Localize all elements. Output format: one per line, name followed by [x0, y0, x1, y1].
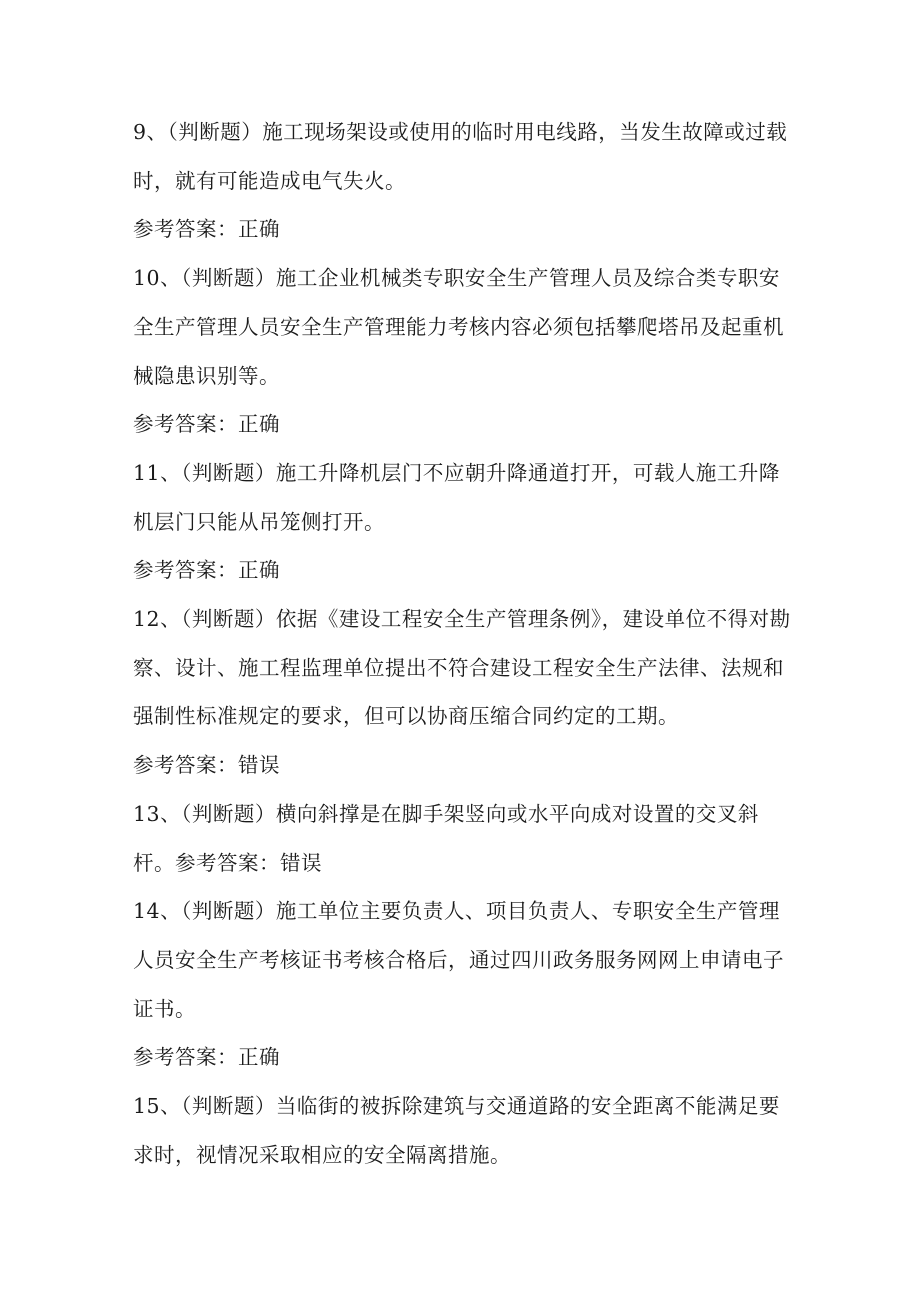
answer-14: 参考答案：正确: [133, 1045, 280, 1070]
answer-11: 参考答案：正确: [133, 558, 280, 583]
question-13-with-answer: 13、（判断题）横向斜撑是在脚手架竖向或水平向成对设置的交叉斜杆。参考答案：错误: [133, 801, 759, 875]
question-14: 14、（判断题）施工单位主要负责人、项目负责人、专职安全生产管理人员安全生产考核证书考核合格后，通过四川政务服务网网上申请电子证书。: [133, 899, 784, 1021]
answer-10: 参考答案：正确: [133, 412, 280, 437]
question-9: 9、（判断题）施工现场架设或使用的临时用电线路，当发生故障或过载时，就有可能造成电气失火。: [133, 120, 788, 193]
question-10: 10、（判断题）施工企业机械类专职安全生产管理人员及综合类专职安全生产管理人员安全生产管理能力考核内容必须包括攀爬塔吊及起重机械隐患识别等。: [133, 266, 784, 388]
answer-12: 参考答案：错误: [133, 753, 280, 778]
question-list: [133, 108, 793, 1179]
question-11: 11、（判断题）施工升降机层门不应朝升降通道打开，可载人施工升降机层门只能从吊笼侧打开。: [133, 460, 780, 534]
answer-9: 参考答案：正确: [133, 217, 280, 242]
question-12: 12、（判断题）依据《建设工程安全生产管理条例》，建设单位不得对勘察、设计、施工程监理单位提出不符合建设工程安全生产法律、法规和强制性标准规定的要求，但可以协商压缩合同约定的工期。: [133, 607, 791, 729]
question-15: 15、（判断题）当临街的被拆除建筑与交通道路的安全距离不能满足要求时，视情况采取相应的安全隔离措施。: [133, 1094, 780, 1167]
